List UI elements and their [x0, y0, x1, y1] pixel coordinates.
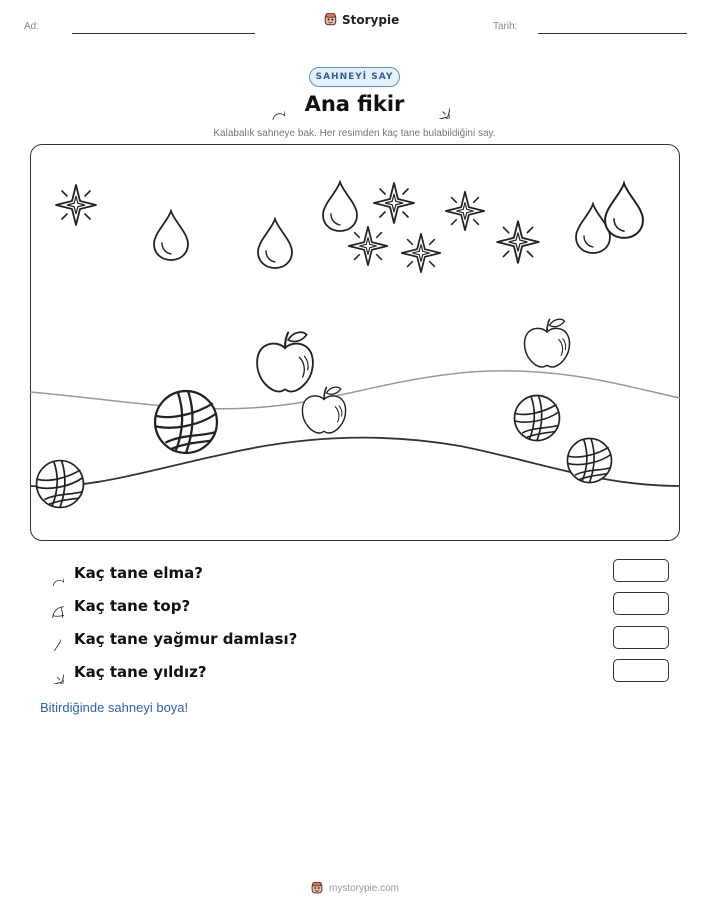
- brand-logo: [323, 12, 399, 27]
- raindrop-icon: [576, 204, 610, 253]
- question-apples: [40, 560, 203, 586]
- star-icon: [497, 221, 539, 263]
- ball-icon: [40, 594, 64, 618]
- raindrop-icon: [258, 219, 292, 268]
- apple-icon: [40, 561, 64, 586]
- activity-badge: SAHNEYİ SAY: [309, 67, 400, 87]
- ball-icon: [155, 391, 217, 453]
- question-raindrops: [40, 626, 297, 652]
- apple-icon: [257, 332, 313, 391]
- counting-scene[interactable]: [30, 144, 680, 541]
- title-star-icon: [424, 93, 450, 119]
- mascot-icon: [323, 12, 338, 27]
- scene-drawing: [30, 144, 680, 541]
- footer-url: mystorypie.com: [328, 882, 399, 894]
- ball-icon: [36, 460, 83, 507]
- star-icon: [374, 183, 414, 223]
- question-balls: [40, 593, 190, 619]
- question-text: Kaç tane yıldız?: [74, 663, 207, 681]
- star-icon: [401, 233, 439, 271]
- star-icon: [56, 185, 96, 225]
- apple-icon: [524, 319, 569, 367]
- star-icon: [348, 226, 386, 264]
- star-icon: [40, 660, 64, 684]
- raindrop-icon: [323, 182, 357, 231]
- footer: [0, 881, 709, 895]
- question-text: Kaç tane top?: [74, 597, 191, 615]
- name-label: Ad:: [24, 21, 40, 32]
- ball-icon: [567, 438, 611, 482]
- apple-icon: [302, 387, 345, 433]
- finish-instruction: Bitirdiğinde sahneyi boya!: [40, 700, 189, 715]
- answer-box-stars[interactable]: [613, 659, 669, 682]
- raindrop-icon: [154, 211, 188, 260]
- instructions: Kalabalık sahneye bak. Her resimden kaç tane bulabildiğini say.: [213, 128, 496, 139]
- date-label: Tarih:: [493, 21, 518, 32]
- raindrop-icon: [605, 183, 643, 238]
- star-icon: [445, 191, 483, 229]
- name-write-line[interactable]: [72, 33, 255, 34]
- question-text: Kaç tane yağmur damlası?: [74, 630, 298, 648]
- date-write-line[interactable]: [538, 33, 687, 34]
- page-title: Ana fikir: [304, 92, 405, 116]
- raindrop-icon: [43, 627, 61, 651]
- brand-name: Storypie: [342, 12, 400, 27]
- question-stars: [40, 659, 207, 685]
- mascot-icon: [310, 881, 324, 895]
- ball-icon: [514, 395, 559, 440]
- back-hill-line: [30, 370, 680, 408]
- answer-box-apples[interactable]: [613, 559, 669, 582]
- answer-box-balls[interactable]: [613, 592, 669, 615]
- answer-box-raindrops[interactable]: [613, 626, 669, 649]
- question-text: Kaç tane elma?: [74, 564, 203, 582]
